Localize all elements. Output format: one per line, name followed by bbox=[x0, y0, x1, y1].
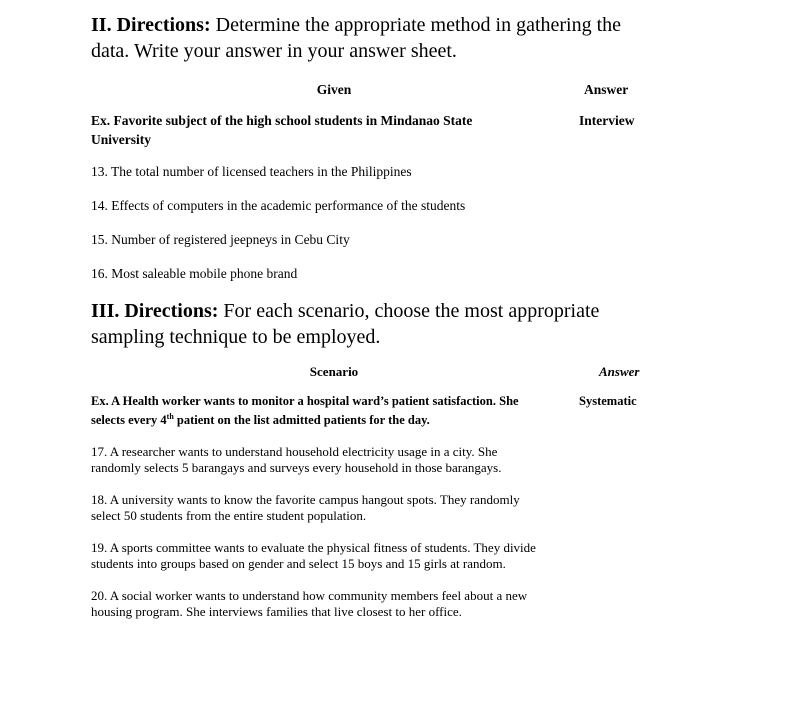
item-20-line1: 20. A social worker wants to understand how community members feel about a new bbox=[91, 588, 528, 603]
section-iii-example-answer: Systematic bbox=[579, 394, 637, 408]
section-iii-example-line2-post: patient on the list admitted patients for the day. bbox=[173, 413, 430, 427]
section-ii-heading-text: Determine the appropriate method in gathering the bbox=[210, 14, 622, 36]
ordinal-superscript: th bbox=[166, 412, 174, 421]
item-17 bbox=[91, 444, 811, 476]
section-ii bbox=[91, 12, 811, 283]
item-13: 13. The total number of licensed teachers in the Philippines bbox=[91, 164, 412, 179]
section-ii-example-line2: University bbox=[91, 132, 151, 147]
section-ii-table bbox=[91, 80, 811, 283]
item-17-line2: randomly selects 5 barangays and surveys every household in those barangays. bbox=[91, 460, 502, 475]
item-15: 15. Number of registered jeepneys in Cebu City bbox=[91, 232, 350, 247]
section-ii-items bbox=[91, 162, 811, 283]
section-iii-table-header bbox=[91, 363, 811, 380]
item-19-line2: students into groups based on gender and select 15 boys and 15 girls at random. bbox=[91, 556, 506, 571]
section-ii-heading-line2: data. Write your answer in your answer sheet. bbox=[91, 40, 457, 62]
given-column-header: Given bbox=[316, 82, 352, 97]
section-iii-example-line1: Ex. A Health worker wants to monitor a hospital ward’s patient satisfaction. She bbox=[91, 394, 519, 408]
item-18-line2: select 50 students from the entire student population. bbox=[91, 508, 367, 523]
section-ii-heading-line1 bbox=[91, 12, 811, 38]
item-18 bbox=[91, 492, 811, 524]
item-20-line2: housing program. She interviews families that live closest to her office. bbox=[91, 604, 462, 619]
section-iii bbox=[91, 298, 811, 620]
section-ii-table-header bbox=[91, 80, 811, 99]
item-19-line1: 19. A sports committee wants to evaluate the physical fitness of students. They divide bbox=[91, 540, 536, 555]
section-iii-example-line2-pre: selects every 4 bbox=[91, 413, 167, 427]
item-17-line1: 17. A researcher wants to understand household electricity usage in a city. She bbox=[91, 444, 498, 459]
section-iii-example-row bbox=[91, 392, 811, 430]
item-16: 16. Most saleable mobile phone brand bbox=[91, 266, 298, 281]
section-iii-heading-line1 bbox=[91, 298, 811, 324]
scenario-column-header: Scenario bbox=[309, 364, 359, 379]
section-ii-heading bbox=[91, 12, 811, 64]
section-ii-example-given bbox=[91, 111, 577, 149]
item-19 bbox=[91, 540, 811, 572]
answer-column-header-iii: Answer bbox=[599, 364, 640, 379]
section-ii-heading-label: II. Directions: bbox=[91, 14, 211, 36]
item-18-line1: 18. A university wants to know the favorite campus hangout spots. They randomly bbox=[91, 492, 520, 507]
section-iii-table bbox=[91, 363, 811, 620]
item-14: 14. Effects of computers in the academic performance of the students bbox=[91, 198, 466, 213]
answer-column-header: Answer bbox=[584, 82, 629, 97]
section-iii-heading-line2: sampling technique to be employed. bbox=[91, 326, 381, 348]
section-iii-heading-label: III. Directions: bbox=[91, 300, 219, 322]
section-iii-heading bbox=[91, 298, 811, 350]
section-iii-heading-text: For each scenario, choose the most appropriate bbox=[218, 300, 600, 322]
section-ii-example-row bbox=[91, 111, 811, 149]
section-iii-example-scenario bbox=[91, 392, 577, 430]
section-ii-example-line1: Ex. Favorite subject of the high school students in Mindanao State bbox=[91, 113, 473, 128]
section-iii-example-line2 bbox=[91, 411, 577, 430]
section-ii-example-answer: Interview bbox=[579, 113, 635, 128]
item-20 bbox=[91, 588, 811, 620]
section-iii-items bbox=[91, 444, 811, 620]
